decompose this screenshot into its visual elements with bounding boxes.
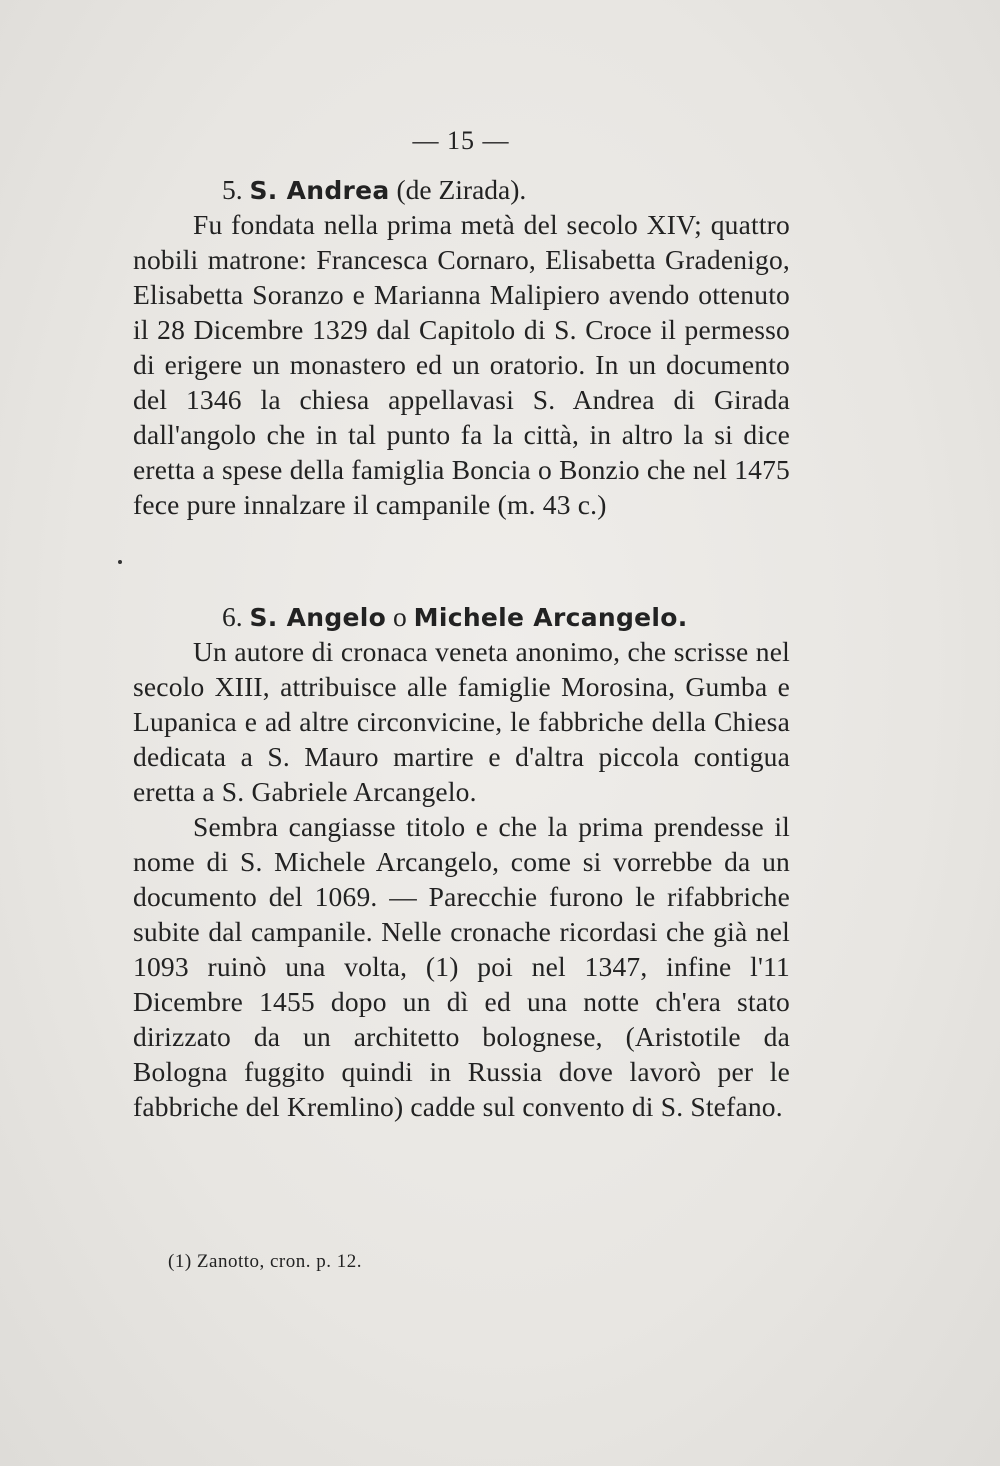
section-6-number: 6. (222, 601, 243, 632)
section-6-paragraph-2: Sembra cangiasse titolo e che la prima prendesse il nome di S. Michele Arcangelo, come si vorrebbe da un documento del 1069. — Parecchie furono le rifabbriche subite dal campanile. Nelle cronache ricordasi che già nel 1093 ruinò una volta, (1) poi nel 1347, infine l'11 Dicembre 1455 dopo un dì ed una notte ch'era stato dirizzato da un architetto bolognese, (Aristotile da Bologna fuggito quindi in Russia dove lavorò per le fabbriche del Kremlino) cadde sul convento di S. Stefano. (133, 811, 790, 1122)
section-5-heading (222, 172, 526, 208)
section-6-title-part2: Michele Arcangelo. (413, 603, 688, 632)
section-6-body (133, 634, 790, 1124)
section-5-number: 5. (222, 174, 243, 205)
section-6-connector: o (393, 601, 407, 632)
section-5-subtitle: (de Zirada). (396, 174, 527, 205)
footnote: (1) Zanotto, cron. p. 12. (168, 1251, 363, 1272)
section-5-title: S. Andrea (249, 176, 390, 205)
ink-speck (118, 560, 122, 564)
section-6-heading (222, 599, 688, 635)
section-5-body (133, 207, 790, 522)
section-6-title-part1: S. Angelo (249, 603, 387, 632)
page-number: — 15 — (412, 126, 510, 155)
section-5-paragraph: Fu fondata nella prima metà del secolo XIV; quattro nobili matrone: Francesca Cornaro, Elisabetta Gradenigo, Elisabetta Soranzo e Marianna Malipiero avendo ottenuto il 28 Dicembre 1329 dal Capitolo di S. Croce il permesso di erigere un monastero ed un oratorio. In un documento del 1346 la chiesa appellavasi S. Andrea di Girada dall'angolo che in tal punto fa la città, in altro la si dice eretta a spese della famiglia Boncia o Bonzio che nel 1475 fece pure innalzare il campanile (m. 43 c.) (133, 209, 790, 520)
section-6-paragraph-1: Un autore di cronaca veneta anonimo, che scrisse nel secolo XIII, attribuisce alle famiglie Morosina, Gumba e Lupanica e ad altre circonvicine, le fabbriche della Chiesa dedicata a S. Mauro martire e d'altra piccola contigua eretta a S. Gabriele Arcangelo. (133, 636, 790, 807)
